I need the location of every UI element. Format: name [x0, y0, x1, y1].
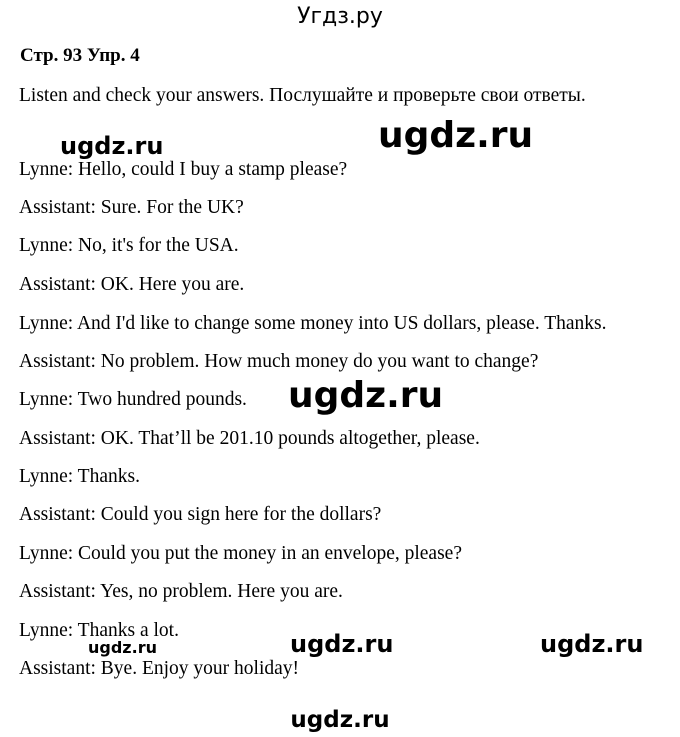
- watermark: ugdz.ru: [540, 630, 644, 658]
- dialogue-line: Lynne: Thanks a lot.: [19, 620, 179, 641]
- site-title: Угдз.ру: [297, 4, 383, 29]
- dialogue-line: Assistant: OK. That’ll be 201.10 pounds altogether, please.: [19, 428, 480, 449]
- dialogue-line: Assistant: Sure. For the UK?: [19, 197, 244, 218]
- dialogue-line: Lynne: No, it's for the USA.: [19, 235, 239, 256]
- dialogue-line: Assistant: Yes, no problem. Here you are.: [19, 581, 343, 602]
- dialogue-line: Assistant: No problem. How much money do you want to change?: [19, 351, 539, 372]
- dialogue-line: Assistant: Could you sign here for the dollars?: [19, 504, 382, 525]
- watermark: ugdz.ru: [60, 132, 164, 160]
- watermark: ugdz.ru: [378, 115, 534, 156]
- footer-watermark: ugdz.ru: [290, 707, 390, 733]
- dialogue-line: Assistant: Bye. Enjoy your holiday!: [19, 658, 300, 679]
- dialogue-line: Lynne: Hello, could I buy a stamp please?: [19, 159, 348, 180]
- exercise-instruction: Listen and check your answers. Послушайте и проверьте свои ответы.: [19, 85, 586, 106]
- dialogue-line: Lynne: Thanks.: [19, 466, 140, 487]
- watermark: ugdz.ru: [290, 630, 394, 658]
- exercise-heading: Стр. 93 Упр. 4: [20, 45, 140, 66]
- dialogue-line: Lynne: Could you put the money in an envelope, please?: [19, 543, 462, 564]
- watermark: ugdz.ru: [88, 638, 157, 657]
- watermark: ugdz.ru: [288, 375, 444, 416]
- dialogue-line: Assistant: OK. Here you are.: [19, 274, 245, 295]
- dialogue-line: Lynne: Two hundred pounds.: [19, 389, 247, 410]
- dialogue-line: Lynne: And I'd like to change some money into US dollars, please. Thanks.: [19, 313, 607, 334]
